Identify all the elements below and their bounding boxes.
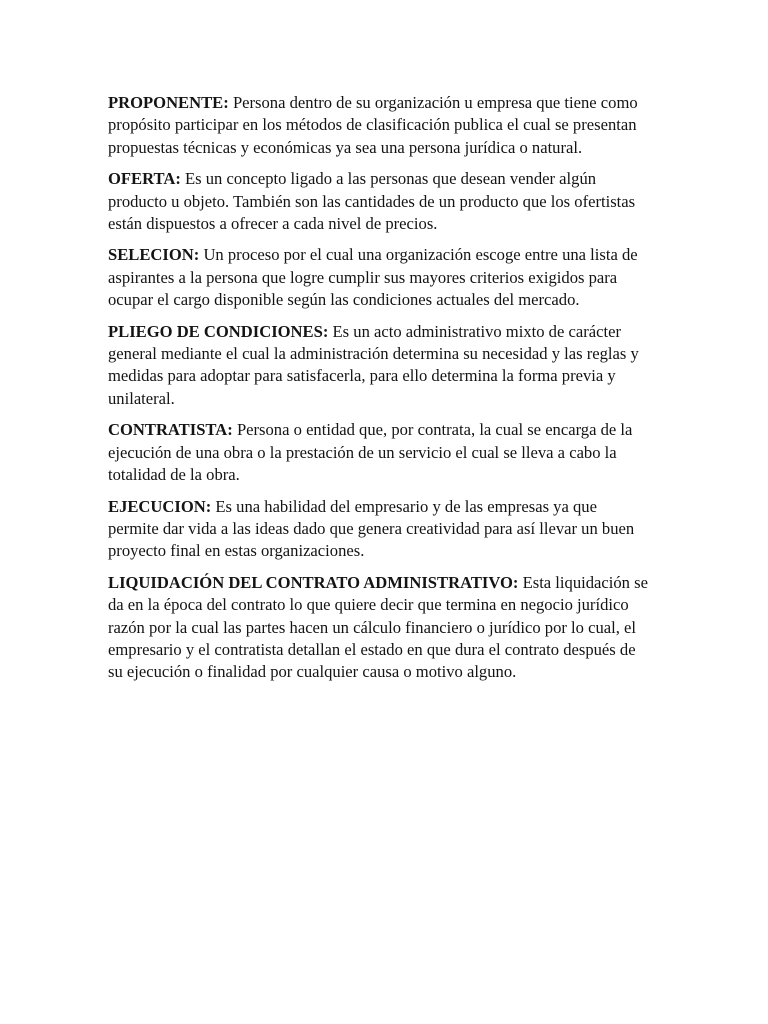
entry-term: SELECION: bbox=[108, 245, 200, 265]
entry-definition: Es un acto administrativo mixto de carácter general mediante el cual la administración determina su necesidad y las reglas y medidas para adoptar para satisfacerla, para ello determina la forma previa y unilateral. bbox=[108, 321, 639, 408]
entry-definition: Es un concepto ligado a las personas que desean vender algún producto u objeto. También son las cantidades de un producto que los ofertistas están dispuestos a ofrecer a cada nivel de precios. bbox=[108, 169, 636, 234]
entry-contratista bbox=[108, 419, 648, 486]
entry-definition: Un proceso por el cual una organización escoge entre una lista de aspirantes a la persona que logre cumplir sus mayores criterios exigidos para ocupar el cargo disponible según las condiciones actuales del mercado. bbox=[108, 245, 638, 310]
entry-oferta bbox=[108, 168, 648, 235]
entry-term: PLIEGO DE CONDICIONES: bbox=[108, 321, 329, 341]
entry-proponente bbox=[108, 92, 648, 159]
entry-definition: Persona dentro de su organización u empresa que tiene como propósito participar en los métodos de clasificación publica el cual se presentan propuestas técnicas y económicas ya sea una persona jurídica o natural. bbox=[108, 93, 638, 157]
entry-definition: Esta liquidación se da en la época del contrato lo que quiere decir que termina en negocio jurídico razón por la cual las partes hacen un cálculo financiero o jurídico por lo cual, el empresario y el contratista detallan el estado en que dura el contrato después de su ejecución o finalidad por cualquier causa o motivo alguno. bbox=[108, 572, 648, 682]
entry-term: EJECUCION: bbox=[108, 496, 212, 516]
entry-ejecucion bbox=[108, 496, 648, 563]
entry-definition: Persona o entidad que, por contrata, la cual se encarga de la ejecución de una obra o la prestación de un servicio el cual se lleva a cabo la totalidad de la obra. bbox=[108, 420, 633, 485]
document-page bbox=[108, 92, 648, 693]
entry-term: CONTRATISTA: bbox=[108, 420, 233, 440]
entry-pliego-de-condiciones bbox=[108, 321, 648, 411]
entry-liquidacion-del-contrato bbox=[108, 572, 648, 684]
entry-definition: Es una habilidad del empresario y de las empresas ya que permite dar vida a las ideas dado que genera creatividad para así llevar un buen proyecto final en estas organizaciones. bbox=[108, 496, 635, 561]
entry-term: PROPONENTE: bbox=[108, 93, 229, 112]
entry-selecion bbox=[108, 244, 648, 311]
entry-term: OFERTA: bbox=[108, 169, 181, 189]
entry-term: LIQUIDACIÓN DEL CONTRATO ADMINISTRATIVO: bbox=[108, 572, 519, 592]
